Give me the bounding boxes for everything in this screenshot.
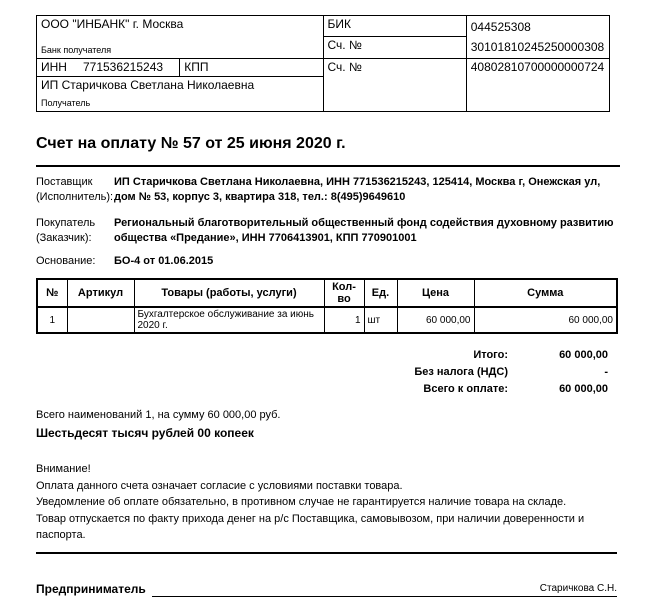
recipient-name: ИП Старичкова Светлана Николаевна xyxy=(41,78,255,92)
corr-account-value: 30101810245250000308 xyxy=(470,40,605,54)
buyer-value: Региональный благотворительный общественный фонд содействия духовному развитию общества «Предание», ИНН 7706413901, КПП 770901001 xyxy=(114,217,614,244)
corr-account-label: Сч. № xyxy=(323,36,466,58)
notice-title: Внимание! xyxy=(36,463,91,475)
inn-cell xyxy=(37,59,180,77)
bank-requisites-table xyxy=(36,15,610,112)
buyer-block xyxy=(36,216,617,246)
basis-value: БО-4 от 01.06.2015 xyxy=(114,255,214,267)
supplier-block xyxy=(36,175,617,205)
total-row-itogo xyxy=(36,347,608,364)
kpp-cell xyxy=(180,59,323,77)
signature-line xyxy=(152,583,617,597)
item-quantity: 1 xyxy=(324,307,364,333)
notice-line: Товар отпускается по факту прихода денег на р/с Поставщика, самовывозом, при наличии доверенности и паспорта. xyxy=(36,512,585,541)
signature-block xyxy=(36,582,617,597)
table-row xyxy=(37,307,617,333)
bik-label: БИК xyxy=(323,16,466,37)
total-label: Всего к оплате: xyxy=(423,383,508,395)
col-number: № xyxy=(37,279,67,307)
kpp-label: КПП xyxy=(184,60,209,74)
item-sum: 60 000,00 xyxy=(474,307,617,333)
col-unit: Ед. xyxy=(364,279,397,307)
col-sum: Сумма xyxy=(474,279,617,307)
items-table xyxy=(36,278,618,334)
buyer-label: Покупатель (Заказчик): xyxy=(36,217,96,244)
items-count-line: Всего наименований 1, на сумму 60 000,00 руб. xyxy=(36,409,281,421)
bik-value: 044525308 xyxy=(470,20,531,34)
total-row-vat xyxy=(36,364,608,381)
basis-label: Основание: xyxy=(36,255,96,267)
supplier-label: Поставщик (Исполнитель): xyxy=(36,176,114,203)
total-label: Без налога (НДС) xyxy=(414,366,508,378)
signatory-name: Старичкова С.Н. xyxy=(539,582,617,594)
title-divider xyxy=(36,165,620,167)
col-goods: Товары (работы, услуги) xyxy=(134,279,324,307)
notice-line: Оплата данного счета означает согласие с условиями поставки товара. xyxy=(36,479,403,492)
item-article xyxy=(67,307,134,333)
amount-in-words: Шестьдесят тысяч рублей 00 копеек xyxy=(36,426,254,440)
item-name: Бухгалтерское обслуживание за июнь 2020 г. xyxy=(134,307,324,333)
basis-block xyxy=(36,254,617,269)
col-price: Цена xyxy=(397,279,474,307)
footer-divider xyxy=(36,552,617,554)
bank-label: Банк получателя xyxy=(41,45,112,55)
col-article: Артикул xyxy=(67,279,134,307)
item-unit: шт xyxy=(364,307,397,333)
bank-name: ООО "ИНБАНК" г. Москва xyxy=(41,17,184,31)
account-label: Сч. № xyxy=(323,59,466,112)
items-header-row xyxy=(37,279,617,307)
supplier-value: ИП Старичкова Светлана Николаевна, ИНН 771536215243, 125414, Москва г, Онежская ул, дом № 53, корпус 3, квартира 318, тел.: 8(495)9649610 xyxy=(114,176,601,203)
total-label: Итого: xyxy=(473,349,508,361)
total-row-due xyxy=(36,381,608,398)
notice-block xyxy=(36,461,617,544)
total-value: 60 000,00 xyxy=(559,383,608,395)
totals-block xyxy=(36,347,608,398)
invoice-title: Счет на оплату № 57 от 25 июня 2020 г. xyxy=(36,135,346,152)
total-value: - xyxy=(604,366,608,378)
account-value: 40802810700000000724 xyxy=(466,59,609,112)
notice-line: Уведомление об оплате обязательно, в противном случае не гарантируется наличие товара на складе. xyxy=(36,496,567,508)
inn-label: ИНН xyxy=(41,60,67,74)
total-value: 60 000,00 xyxy=(559,349,608,361)
recipient-label: Получатель xyxy=(41,98,91,108)
col-quantity: Кол-во xyxy=(324,279,364,307)
item-price: 60 000,00 xyxy=(397,307,474,333)
bik-account-values xyxy=(466,16,609,59)
signature-label: Предприниматель xyxy=(36,581,146,596)
bank-cell xyxy=(37,16,324,59)
summary-block xyxy=(36,408,617,441)
recipient-cell xyxy=(37,77,324,112)
inn-value: 771536215243 xyxy=(82,60,164,74)
item-number: 1 xyxy=(37,307,67,333)
